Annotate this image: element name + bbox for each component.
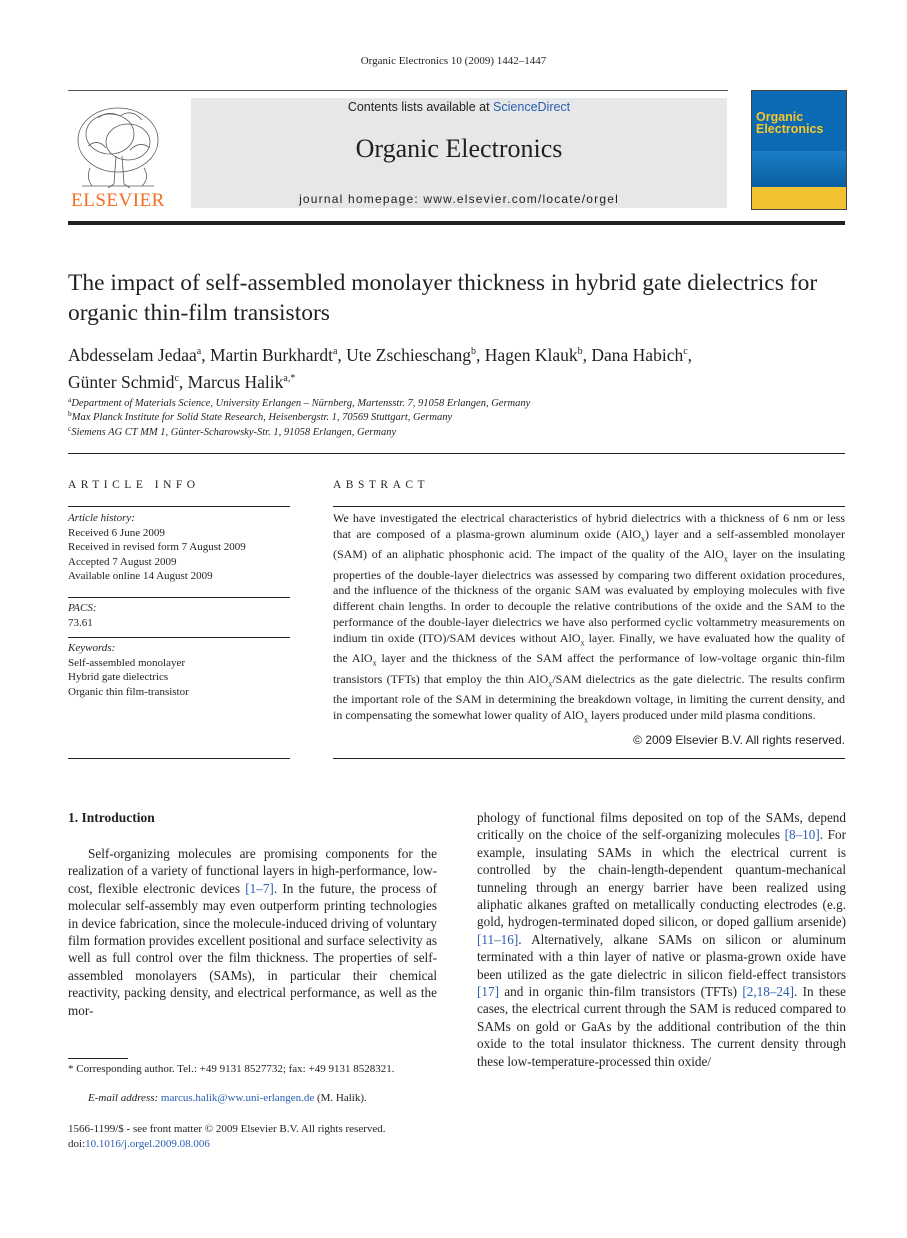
contents-availability-line [191,100,727,114]
cover-bottom-band [752,187,846,209]
article-history [68,511,246,584]
body-column-left: Self-organizing molecules are promising components for the realization of a variety of functional layers in high-performance, low-cost, flexible electronic devices [1–7]. In the future, the process of molecular self-assembly may even outperform printing technologies in device fabrication, since the molecule-induced driving of voluntary film formation provides excellent positional and surface selectivity as well as full control over the film thickness. The properties of self-assembled monolayers (SAMs), in particular their chemical reactivity, packing density, and electrical performance, as well as the mor- [68,846,437,1018]
cover-title: Organic Electronics [756,110,824,136]
issn-line: 1566-1199/$ - see front matter © 2009 Elsevier B.V. All rights reserved. [68,1123,386,1135]
journal-homepage[interactable]: journal homepage: www.elsevier.com/locate/orgel [299,192,619,206]
elsevier-wordmark: ELSEVIER [71,190,165,211]
author-list: Abdesselam Jedaa$^a$, Martin Burkhardt$^a$, Ute Zschieschang$^b$, Hagen Klauk$^b$, Dana Habich$^c$, Günter Schmid$^c$, Marcus Halik$^{a,*}$ [68,345,693,392]
keywords-label: Keywords: [68,642,116,654]
body-column-right: phology of functional films deposited on top of the SAMs, depend critically on the choice of the self-organizing molecules [8–10]. For example, insulating SAMs in which the electrical current is controlled by the chain-length-dependent quantum-mechanical tunneling through an energy barrier have been realized using aliphatic alkanes grafted on metallically conducting electrodes (e.g. gold, hydrogen-terminated doped silicon, or doped gallium arsenide) [11–16]. Alternatively, alkane SAMs on silicon or aluminum terminated with a thin layer of native or plasma-grown oxide have been utilized as the gate dielectric in silicon field-effect transistors [17] and in organic thin-film transistors (TFTs) [2,18–24]. In these cases, the electrical current through the SAM is reduced compared to SAMs on gold or GaAs by the additional contribution of the thin oxide to the total insulator thickness. The current density through these low-temperature-processed thin oxide/ [477,810,846,1069]
history-revised: Received in revised form 7 August 2009 [68,541,246,553]
author-affil-mark[interactable]: b [471,346,477,357]
cover-image-strip [752,151,846,187]
abstract-rule [333,758,845,759]
issn-doi-block [68,1122,386,1152]
affiliation-mark: a [68,395,72,404]
author-name: Ute Zschieschang [346,345,472,365]
header-bottom-rule [68,221,845,225]
citation-link[interactable]: [2,18–24] [742,984,794,1000]
author-name: Hagen Klauk [484,345,578,365]
author-affil-mark[interactable]: c [683,346,688,357]
author-name: Günter Schmid [68,372,175,392]
history-online: Available online 14 August 2009 [68,570,213,582]
author-name: Marcus Halik [187,372,284,392]
history-label: Article history: [68,512,135,524]
corresponding-author-note: * Corresponding author. Tel.: +49 9131 8527732; fax: +49 9131 8528321. [68,1063,395,1075]
citation-link[interactable]: [11–16] [477,931,519,947]
abstract-heading: ABSTRACT [333,479,430,491]
doi-label: doi: [68,1138,86,1150]
history-accepted: Accepted 7 August 2009 [68,555,177,568]
doi-link[interactable]: 10.1016/j.orgel.2009.08.006 [85,1138,210,1150]
abstract-copyright: © 2009 Elsevier B.V. All rights reserved. [633,733,845,747]
paper-title: The impact of self-assembled monolayer thickness in hybrid gate dielectrics for organic thin-film transistors [68,270,818,326]
author-name: Abdesselam Jedaa [68,345,197,365]
citation-link[interactable]: [17] [477,984,499,1000]
author-affil-mark[interactable]: a [196,346,202,357]
email-footnote [88,1092,437,1104]
email-suffix: (M. Halik). [316,1092,367,1104]
keywords-block [68,641,189,699]
history-received: Received 6 June 2009 [68,526,165,539]
affiliation-text: Department of Materials Science, University Erlangen – Nürnberg, Martensstr. 7, 91058 Erlangen, Germany [71,398,531,409]
sciencedirect-link[interactable]: ScienceDirect [493,100,571,114]
contents-prefix: Contents lists available at [347,100,490,114]
article-info-rule [68,758,290,759]
pacs-label: PACS: [68,602,97,614]
journal-citation: Organic Electronics 10 (2009) 1442–1447 [360,55,547,67]
article-info-rule [68,637,290,638]
affiliation-text: Siemens AG CT MM 1, Günter-Scharowsky-Str. 1, 91058 Erlangen, Germany [71,427,397,438]
article-info-rule [68,597,290,598]
keyword: Self-assembled monolayer [68,656,185,669]
keyword: Organic thin film-transistor [68,685,189,698]
affiliation [68,395,530,409]
affiliation [68,424,396,438]
article-info-heading: ARTICLE INFO [68,479,200,491]
email-link[interactable]: marcus.halik@ww.uni-erlangen.de [160,1092,315,1104]
citation-link[interactable]: [8–10] [784,827,820,843]
article-info-rule [68,506,290,507]
affiliation-mark: b [68,409,72,418]
author-affil-mark[interactable]: a [332,346,338,357]
affiliation [68,409,452,423]
author-affil-mark[interactable]: c [174,373,179,384]
keyword: Hybrid gate dielectrics [68,671,169,683]
affiliation-mark: c [68,424,72,433]
author-name: Dana Habich [591,345,684,365]
pacs-code: 73.61 [68,616,93,629]
pacs-block [68,601,97,630]
footnote-rule [68,1058,128,1059]
citation-link[interactable]: [1–7] [245,880,274,896]
journal-cover-thumbnail [751,90,847,210]
author-affil-mark[interactable]: a,* [283,373,296,384]
author-name: Martin Burkhardt [209,345,333,365]
header-top-rule [68,90,728,91]
section-heading-introduction: 1. Introduction [68,810,155,825]
affiliation-text: Max Planck Institute for Solid State Research, Heisenbergstr. 1, 70569 Stuttgart, Germany [71,412,453,423]
email-label: E-mail address: [88,1092,159,1104]
abstract-text: We have investigated the electrical characteristics of hybrid dielectrics with a thickness of 6 nm or less that are composed of a plasma-grown aluminum oxide (AlO$_x$) layer and a self-assembled monolayer (SAM) of an aliphatic phosphonic acid. The impact of the quality of the AlO$_x$ layer on the insulating properties of the double-layer dielectrics was assessed by comparing two different oxidation procedures, and the influence of the thickness of the organic SAM was evaluated by employing molecules with five different chain lengths. In order to decouple the relative contributions of the oxide and the SAM to the performance of the double-layer dielectrics we have also performed cyclic voltammetry measurements on indium tin oxide (ITO)/SAM devices without AlO$_x$ layer. Finally, we have evaluated how the quality of the AlO$_x$ layer and the thickness of the SAM affect the performance of low-voltage organic thin-film transistors (TFTs) that employ the thin AlO$_x$/SAM dielectrics as the gate dielectric. The results confirm the important role of the SAM in determining the breakdown voltage, in limiting the current density, and in compensating the somewhat lower quality of AlO$_x$ layers produced under mild plasma conditions. [333,511,845,725]
abstract-rule [333,506,845,507]
author-affil-mark[interactable]: b [577,346,583,357]
affiliation-rule [68,453,845,454]
journal-name: Organic Electronics [355,134,563,163]
